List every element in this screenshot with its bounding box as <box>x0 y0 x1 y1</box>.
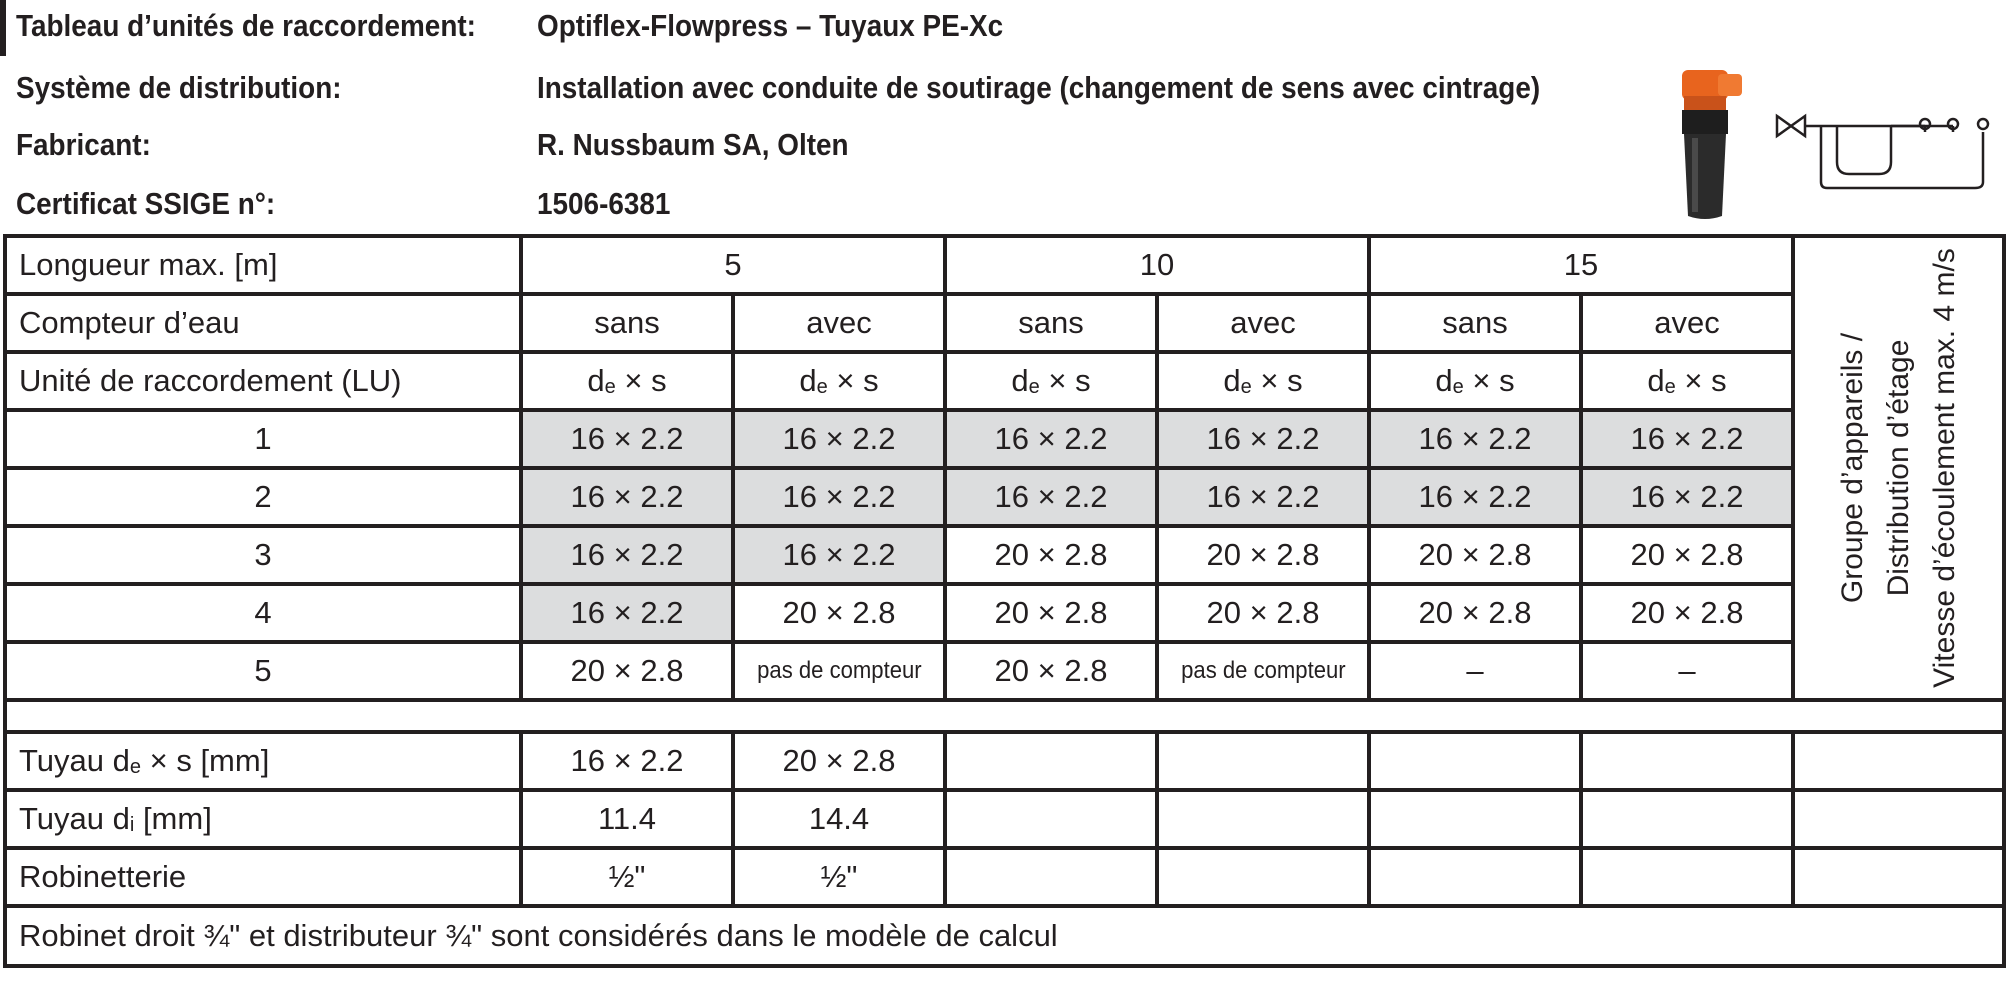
empty-cell <box>945 790 1157 848</box>
length-value: 15 <box>1369 236 1793 294</box>
table-row <box>5 642 2004 700</box>
pipe-size-cell: 20 × 2.8 <box>1581 584 1793 642</box>
table-row <box>5 468 2004 526</box>
lu-value: 1 <box>5 410 521 468</box>
fitting-label: Robinetterie <box>5 848 521 906</box>
pipe-outer-label: Tuyau $d_e \times s$ [mm] <box>5 732 521 790</box>
meter-value: avec <box>1581 294 1793 352</box>
length-row <box>5 236 2004 294</box>
table-row <box>5 410 2004 468</box>
no-meter-cell: pas de compteur <box>1157 642 1369 700</box>
pipe-size-cell: 16 × 2.2 <box>1369 410 1581 468</box>
pipe-outer-value: 16 × 2.2 <box>521 732 733 790</box>
de-x-s-header: $d_e \times s$ <box>1157 352 1369 410</box>
connection-unit-table <box>3 234 2006 968</box>
pipe-outer-row <box>5 732 2004 790</box>
lu-label: Unité de raccordement (LU) <box>5 352 521 410</box>
empty-cell <box>1581 848 1793 906</box>
empty-cell <box>1157 790 1369 848</box>
empty-cell <box>1581 732 1793 790</box>
pipe-inner-row <box>5 790 2004 848</box>
length-label: Longueur max. [m] <box>5 236 521 294</box>
de-x-s-header: $d_e \times s$ <box>1581 352 1793 410</box>
pipe-size-cell: – <box>1369 642 1581 700</box>
side-note-line: Groupe d’appareils / <box>1835 332 1869 604</box>
pipe-outer-value: 20 × 2.8 <box>733 732 945 790</box>
pipe-size-cell: 16 × 2.2 <box>521 584 733 642</box>
title-label: Tableau d’unités de raccordement: <box>16 8 476 43</box>
pipe-size-cell: 16 × 2.2 <box>521 468 733 526</box>
meter-value: sans <box>521 294 733 352</box>
meter-value: avec <box>733 294 945 352</box>
pipe-size-cell: 16 × 2.2 <box>1581 410 1793 468</box>
pipe-size-cell: 16 × 2.2 <box>733 526 945 584</box>
empty-cell <box>1793 790 2004 848</box>
table-row <box>5 584 2004 642</box>
orange-pipe-fitting-icon <box>1670 66 1744 222</box>
lu-value: 3 <box>5 526 521 584</box>
pipe-size-cell: 20 × 2.8 <box>733 584 945 642</box>
de-x-s-header: $d_e \times s$ <box>521 352 733 410</box>
lu-value: 5 <box>5 642 521 700</box>
empty-cell <box>1157 848 1369 906</box>
meter-label: Compteur d’eau <box>5 294 521 352</box>
title-value: Optiflex-Flowpress – Tuyaux PE-Xc <box>537 8 1004 43</box>
pipe-inner-value: 14.4 <box>733 790 945 848</box>
cert-label: Certificat SSIGE n°: <box>16 186 276 221</box>
meter-value: sans <box>945 294 1157 352</box>
pipe-size-cell: 16 × 2.2 <box>945 468 1157 526</box>
pipe-size-cell: 20 × 2.8 <box>945 526 1157 584</box>
spacer-cell <box>5 700 2004 732</box>
empty-cell <box>1157 732 1369 790</box>
fitting-value: ½" <box>733 848 945 906</box>
de-x-s-header: $d_e \times s$ <box>1369 352 1581 410</box>
empty-cell <box>945 848 1157 906</box>
lu-header-row <box>5 352 2004 410</box>
side-note-line: Vitesse d’écoulement max. 4 m/s <box>1927 248 1961 688</box>
empty-cell <box>1793 848 2004 906</box>
length-value: 5 <box>521 236 945 294</box>
meter-value: avec <box>1157 294 1369 352</box>
empty-cell <box>1793 732 2004 790</box>
side-note-line: Distribution d’étage <box>1881 339 1915 597</box>
pipe-size-cell: 20 × 2.8 <box>1581 526 1793 584</box>
meter-value: sans <box>1369 294 1581 352</box>
lu-value: 4 <box>5 584 521 642</box>
empty-cell <box>1369 732 1581 790</box>
spacer-row <box>5 700 2004 732</box>
footnote: Robinet droit ¾" et distributeur ¾" sont considérés dans le modèle de calcul <box>5 906 2004 966</box>
pipe-inner-label: Tuyau $d_i$ [mm] <box>5 790 521 848</box>
document-header <box>0 0 2012 236</box>
maker-label: Fabricant: <box>16 127 151 162</box>
lu-value: 2 <box>5 468 521 526</box>
distribution-schematic-icon <box>1775 112 1995 200</box>
empty-cell <box>1369 848 1581 906</box>
meter-row <box>5 294 2004 352</box>
pipe-size-cell: – <box>1581 642 1793 700</box>
fitting-value: ½" <box>521 848 733 906</box>
pipe-size-cell: 20 × 2.8 <box>1369 526 1581 584</box>
pipe-size-cell: 20 × 2.8 <box>945 642 1157 700</box>
no-meter-cell: pas de compteur <box>733 642 945 700</box>
pipe-size-cell: 16 × 2.2 <box>1581 468 1793 526</box>
empty-cell <box>1369 790 1581 848</box>
side-note-cell <box>1793 236 2004 700</box>
de-x-s-header: $d_e \times s$ <box>733 352 945 410</box>
pipe-size-cell: 20 × 2.8 <box>521 642 733 700</box>
system-label: Système de distribution: <box>16 70 342 105</box>
pipe-size-cell: 20 × 2.8 <box>1157 526 1369 584</box>
pipe-size-cell: 16 × 2.2 <box>733 468 945 526</box>
pipe-inner-value: 11.4 <box>521 790 733 848</box>
pipe-size-cell: 20 × 2.8 <box>1369 584 1581 642</box>
header-accent-bar <box>0 0 6 56</box>
empty-cell <box>945 732 1157 790</box>
empty-cell <box>1581 790 1793 848</box>
pipe-size-cell: 20 × 2.8 <box>1157 584 1369 642</box>
maker-value: R. Nussbaum SA, Olten <box>537 127 849 162</box>
pipe-size-cell: 16 × 2.2 <box>945 410 1157 468</box>
table-row <box>5 526 2004 584</box>
fitting-row <box>5 848 2004 906</box>
pipe-size-cell: 16 × 2.2 <box>1369 468 1581 526</box>
de-x-s-header: $d_e \times s$ <box>945 352 1157 410</box>
pipe-size-cell: 16 × 2.2 <box>1157 468 1369 526</box>
system-value: Installation avec conduite de soutirage (changement de sens avec cintrage) <box>537 70 1541 105</box>
pipe-size-cell: 16 × 2.2 <box>733 410 945 468</box>
cert-value: 1506-6381 <box>537 186 671 221</box>
pipe-size-cell: 20 × 2.8 <box>945 584 1157 642</box>
pipe-size-cell: 16 × 2.2 <box>521 526 733 584</box>
pipe-size-cell: 16 × 2.2 <box>521 410 733 468</box>
length-value: 10 <box>945 236 1369 294</box>
footnote-row <box>5 906 2004 966</box>
pipe-size-cell: 16 × 2.2 <box>1157 410 1369 468</box>
